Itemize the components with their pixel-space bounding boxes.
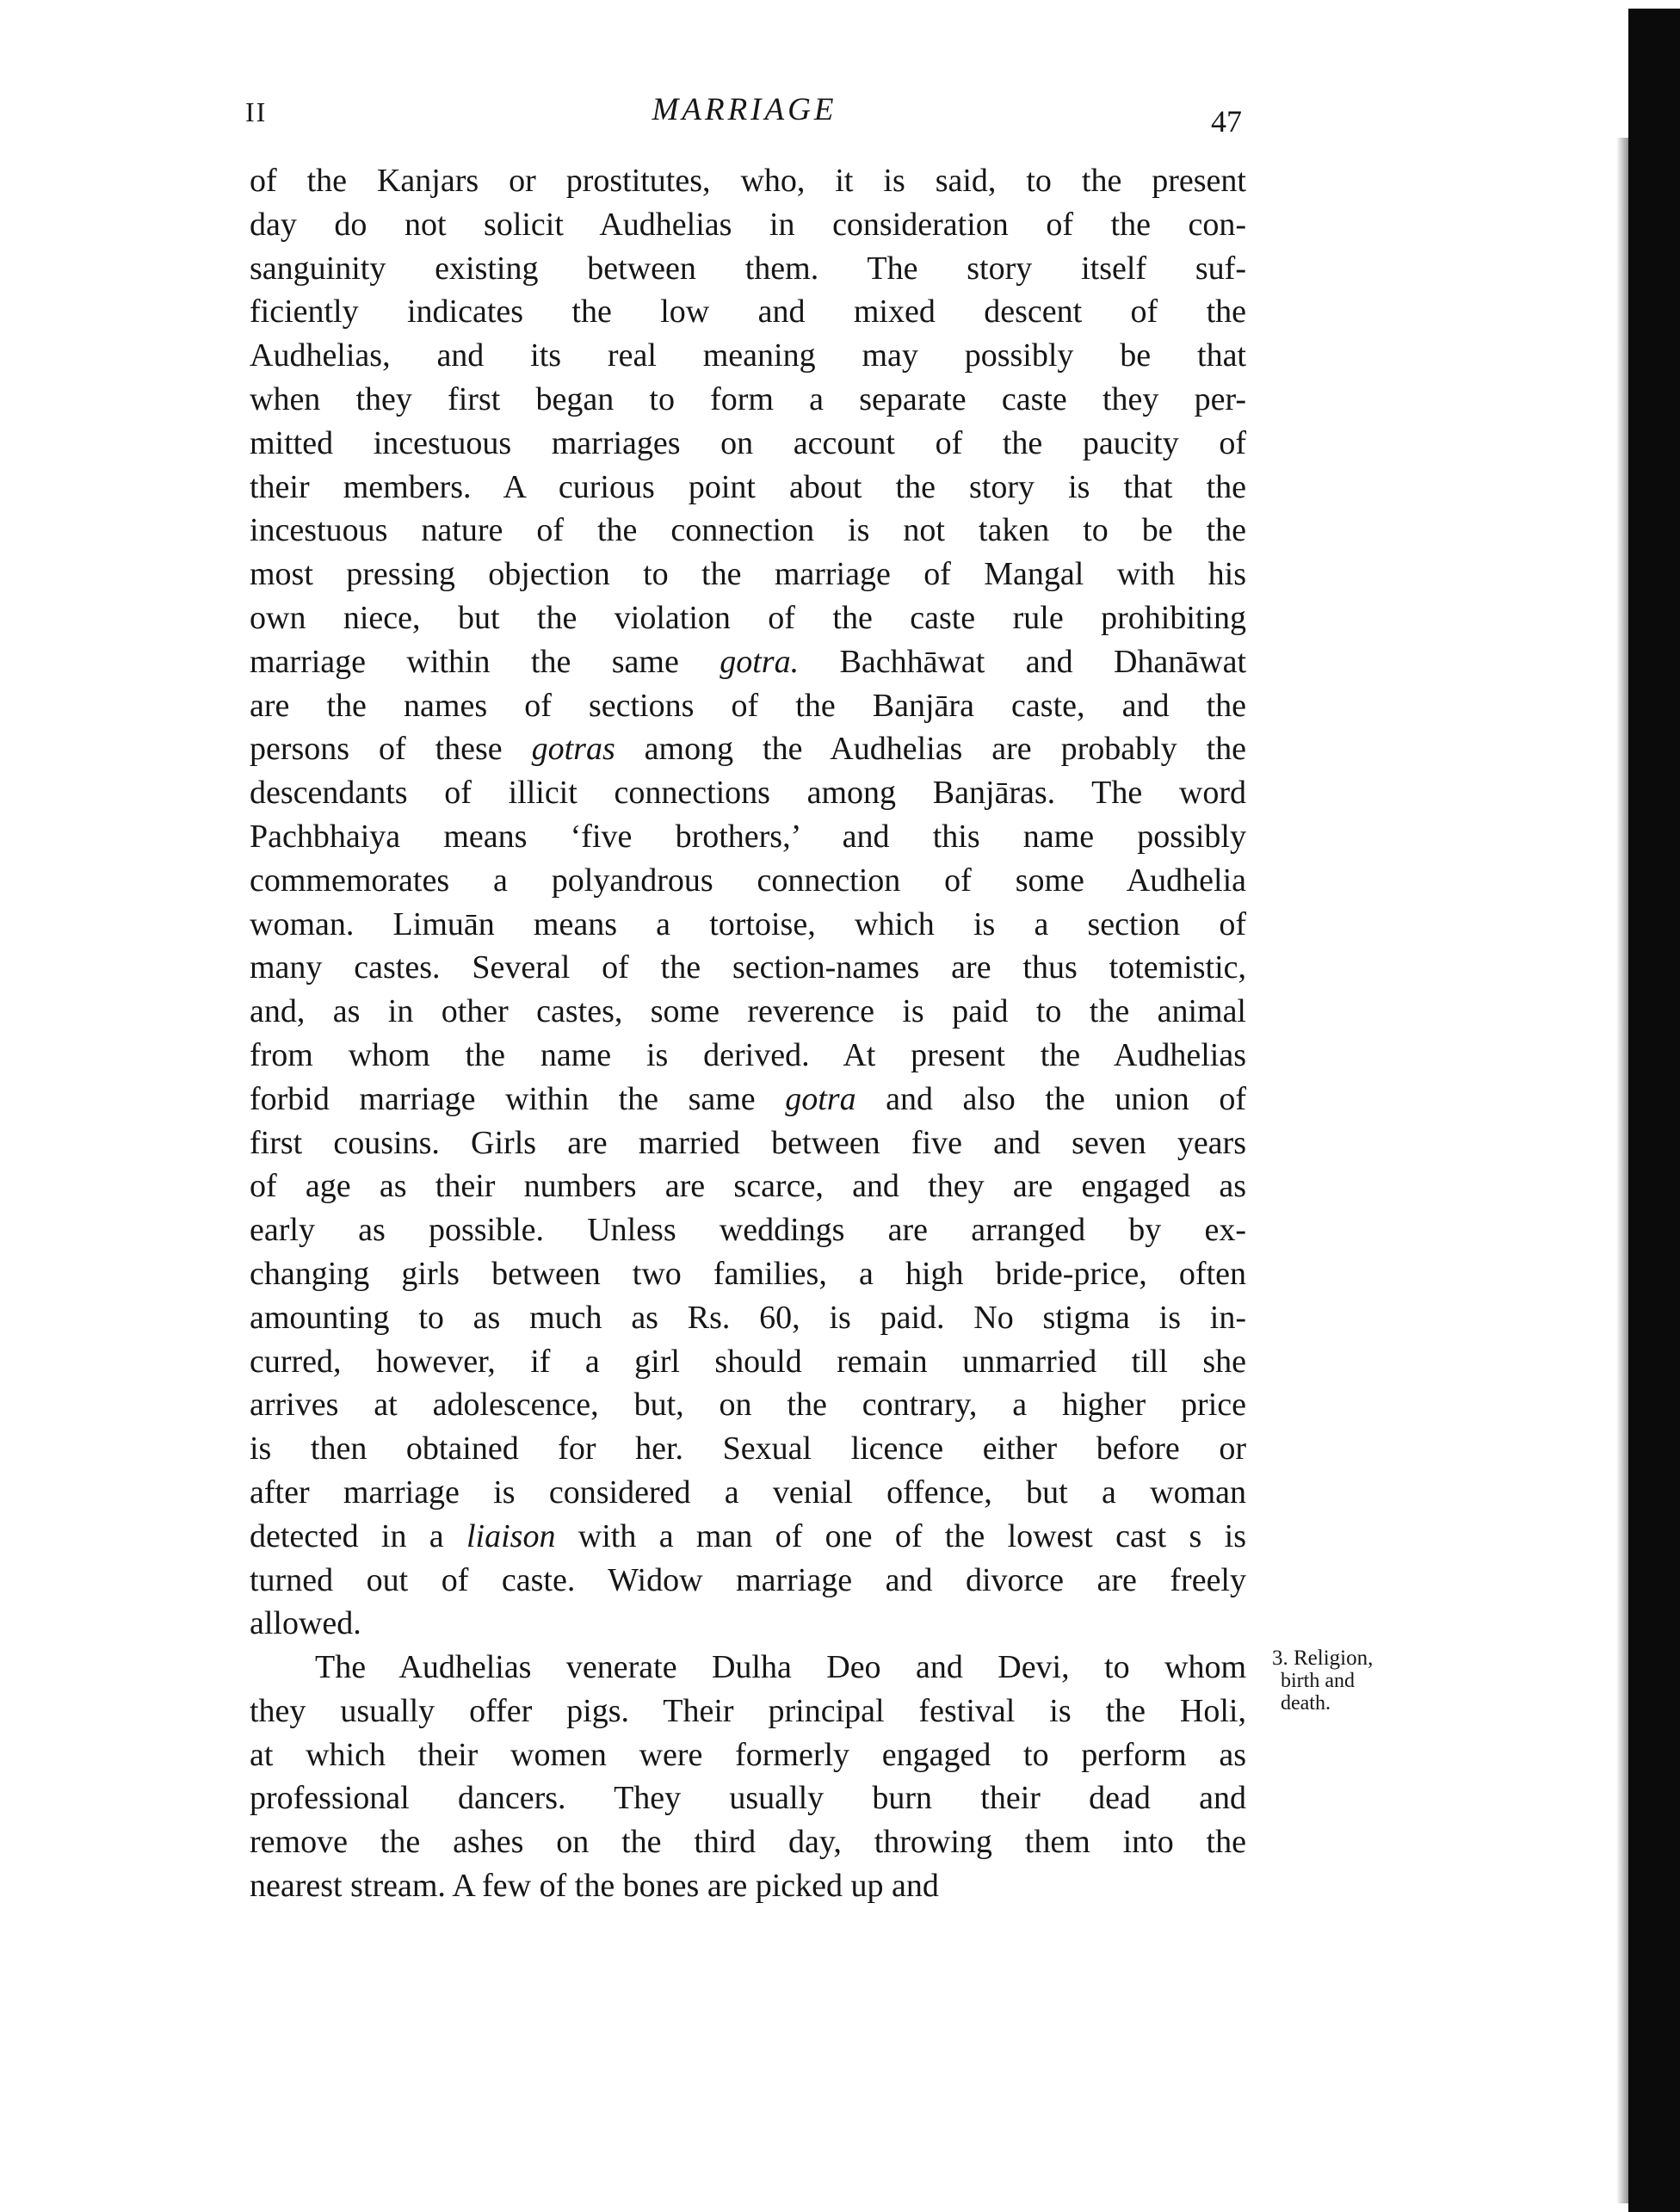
text-line [250, 1165, 1246, 1208]
text-run: nearest stream. A few of the bones are picked up and [250, 1868, 939, 1905]
text-line [250, 727, 1246, 771]
text-line [250, 640, 1246, 684]
marginal-note-line: birth and [1281, 1670, 1355, 1692]
text-run: many castes. Several of the section-names are thus totemistic, [250, 949, 1246, 986]
text-run: detected in a [250, 1517, 466, 1554]
text-line [250, 1776, 1246, 1820]
text-run: at which their women were formerly engaged to perform as [250, 1736, 1246, 1773]
text-run: professional dancers. They usually burn their dead and [250, 1780, 1246, 1817]
text-run: among the Audhelias are probably the [615, 731, 1246, 768]
text-run: own niece, but the violation of the caste rule prohibiting [250, 599, 1246, 636]
text-run: marriage within the same [250, 643, 720, 680]
text-line [250, 1296, 1246, 1340]
text-line [250, 334, 1246, 378]
text-run: most pressing objection to the marriage of Mangal with his [250, 556, 1246, 593]
text-run: and, as in other castes, some reverence is paid to the animal [250, 993, 1246, 1030]
text-run: allowed. [250, 1605, 361, 1642]
text-line [250, 1864, 1246, 1908]
text-run: woman. Limuān means a tortoise, which is a section of [250, 905, 1246, 942]
text-run: The Audhelias venerate Dulha Deo and Devi, to whom [315, 1649, 1246, 1686]
text-run: incestuous nature of the connection is not taken to be the [250, 512, 1246, 549]
chapter-number: II [245, 96, 268, 127]
text-line [250, 422, 1246, 466]
text-run: after marriage is considered a venial offence, but a woman [250, 1474, 1246, 1511]
text-line [250, 1471, 1246, 1515]
italic-term: gotras [531, 731, 615, 768]
text-run: are the names of sections of the Banjāra caste, and the [250, 687, 1246, 724]
text-line [250, 509, 1246, 553]
text-line [250, 815, 1246, 859]
italic-term: liaison [466, 1517, 556, 1554]
text-line [250, 1340, 1246, 1384]
text-line [250, 1559, 1246, 1603]
text-line [250, 859, 1246, 903]
italic-term: gotra. [720, 643, 800, 680]
marginal-note-line: death. [1281, 1692, 1331, 1715]
text-run: and also the union of [855, 1080, 1246, 1117]
text-run: persons of these [250, 731, 532, 768]
text-run: turned out of caste. Widow marriage and divorce are freely [250, 1561, 1246, 1598]
text-run: Bachhāwat and Dhanāwat [799, 643, 1247, 680]
text-line [250, 1078, 1246, 1121]
running-title: MARRIAGE [652, 92, 837, 127]
text-line [250, 946, 1246, 990]
text-line [250, 466, 1246, 510]
text-line [250, 1515, 1246, 1559]
text-run: their members. A curious point about the story is that the [250, 468, 1246, 505]
text-run: is then obtained for her. Sexual licence either before or [250, 1430, 1246, 1467]
text-run: from whom the name is derived. At present the Audhelias [250, 1036, 1246, 1073]
text-line [250, 159, 1246, 203]
text-run: Audhelias, and its real meaning may possibly be that [250, 337, 1246, 374]
text-line [250, 1208, 1246, 1252]
text-line [250, 1820, 1246, 1864]
text-run: ficiently indicates the low and mixed descent of the [250, 293, 1246, 331]
text-run: of the Kanjars or prostitutes, who, it is said, to the present [250, 163, 1246, 199]
text-run: commemorates a polyandrous connection of some Audhelia [250, 862, 1246, 899]
running-header [245, 88, 1244, 139]
text-line [250, 1034, 1246, 1078]
text-line [250, 1690, 1246, 1733]
text-run: changing girls between two families, a high bride-price, often [250, 1255, 1246, 1292]
page-number: 47 [1211, 104, 1242, 139]
text-run: mitted incestuous marriages on account of the paucity of [250, 424, 1246, 461]
text-run: remove the ashes on the third day, throwing them into the [250, 1824, 1246, 1861]
text-line [250, 903, 1246, 947]
binding-shadow [1616, 138, 1628, 2203]
text-run: amounting to as much as Rs. 60, is paid. No stigma is in- [250, 1299, 1246, 1336]
body-text [250, 159, 1246, 1908]
text-line [250, 1383, 1246, 1427]
text-run: curred, however, if a girl should remain unmarried till she [250, 1343, 1246, 1380]
text-run: they usually offer pigs. Their principal festival is the Holi, [250, 1692, 1246, 1729]
text-run: arrives at adolescence, but, on the contrary, a higher price [250, 1387, 1246, 1424]
text-run: of age as their numbers are scarce, and they are engaged as [250, 1168, 1246, 1205]
text-line [250, 596, 1246, 640]
text-run: descendants of illicit connections among Banjāras. The word [250, 775, 1246, 812]
text-line [250, 1121, 1246, 1165]
text-line [250, 1646, 1246, 1690]
italic-term: gotra [785, 1080, 856, 1117]
text-line [250, 1427, 1246, 1471]
text-run: Pachbhaiya means ‘five brothers,’ and this name possibly [250, 818, 1246, 855]
text-line [250, 990, 1246, 1034]
text-line [250, 290, 1246, 334]
text-line [250, 684, 1246, 728]
text-line [250, 203, 1246, 247]
text-run: with a man of one of the lowest cast s is [555, 1517, 1246, 1554]
text-line [250, 1602, 1246, 1646]
text-run: early as possible. Unless weddings are arranged by ex- [250, 1212, 1246, 1249]
text-line [250, 1733, 1246, 1777]
text-line [250, 1252, 1246, 1296]
text-run: first cousins. Girls are married between five and seven years [250, 1124, 1246, 1161]
text-run: day do not solicit Audhelias in consideration of the con- [250, 206, 1246, 243]
text-run: forbid marriage within the same [250, 1080, 786, 1117]
book-binding-edge [1628, 9, 1680, 2212]
text-line [250, 771, 1246, 815]
text-run: when they first began to form a separate caste they per- [250, 380, 1246, 417]
text-line [250, 247, 1246, 291]
text-line [250, 553, 1246, 596]
marginal-note [1272, 1647, 1410, 1715]
text-run: sanguinity existing between them. The story itself suf- [250, 250, 1246, 287]
text-line [250, 378, 1246, 422]
marginal-note-line: 3. Religion, [1272, 1647, 1374, 1670]
